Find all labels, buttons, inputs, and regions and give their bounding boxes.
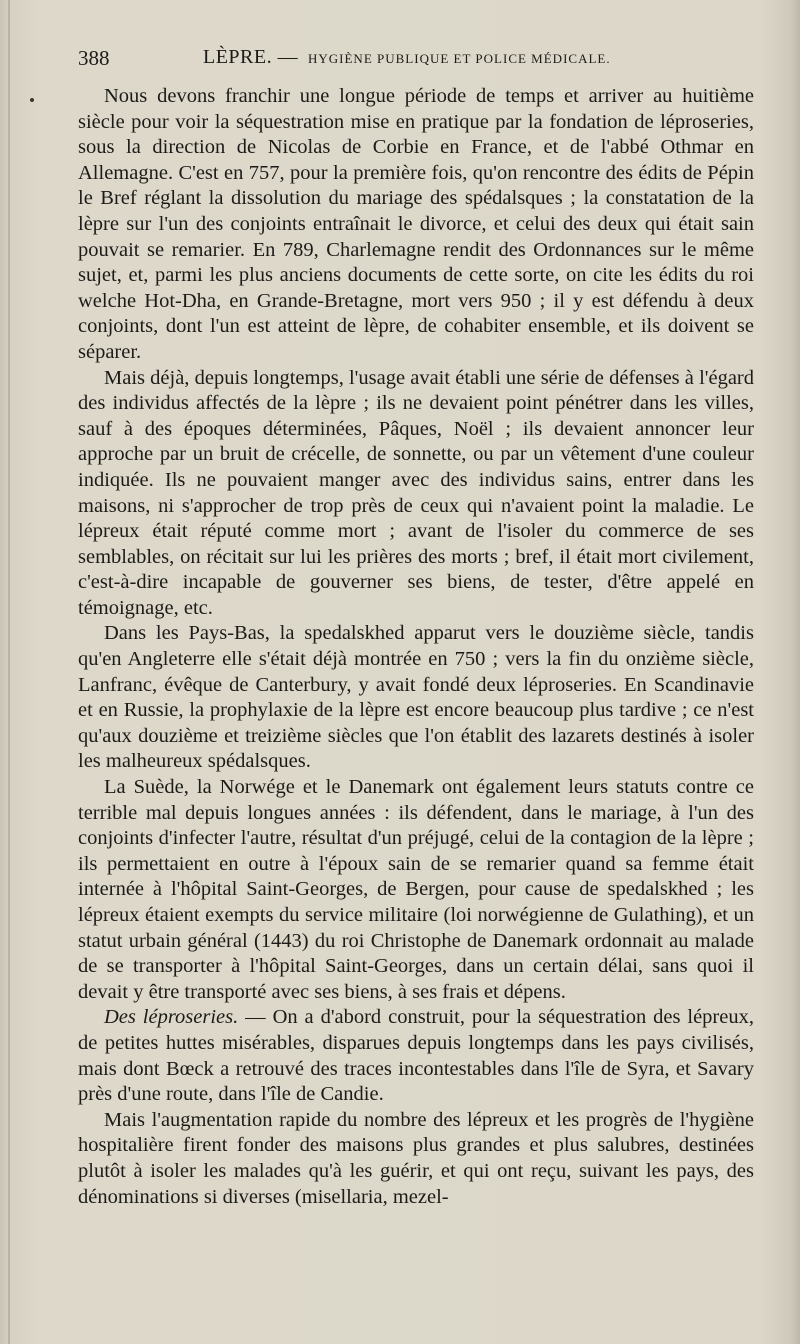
page-spot bbox=[30, 98, 34, 102]
paragraph bbox=[78, 366, 754, 622]
text-body bbox=[78, 84, 754, 1210]
paragraph-text: — On a d'abord construit, pour la séquestration des lépreux, de petites huttes misérables, disparues depuis longtemps dans les pays civilisés, mais dont Bœck a retrouvé des traces incontestables dans l'île de Syra, et Savary près d'une route, dans l'île de Candie. bbox=[78, 1006, 754, 1106]
paragraph-text: Mais déjà, depuis longtemps, l'usage avait établi une série de défenses à l'égard des individus affectés de la lèpre ; ils ne devaient point pénétrer dans les villes, sauf à des époques déterminées, Pâques, Noël ; ils devaient annoncer leur approche par un bruit de crécelle, de sonnette, ou par un vêtement d'une couleur indiquée. Ils ne pouvaient manger avec des individus sains, entrer dans les maisons, ni s'approcher de trop près de ceux qui n'avaient point la maladie. Le lépreux était réputé comme mort ; avant de l'isoler du commerce de ses semblables, on récitait sur lui les prières des morts ; bref, il était mort civilement, c'est-à-dire incapable de gouverner ses biens, de tester, d'être appelé en témoignage, etc. bbox=[78, 366, 754, 619]
running-subtitle: HYGIÈNE PUBLIQUE ET POLICE MÉDICALE. bbox=[308, 51, 611, 66]
gutter-line bbox=[8, 0, 10, 1344]
paragraph bbox=[78, 775, 754, 1005]
paragraph bbox=[78, 84, 754, 366]
paragraph bbox=[78, 1108, 754, 1210]
running-header bbox=[78, 42, 748, 76]
paragraph bbox=[78, 1005, 754, 1107]
paragraph-text: Mais l'augmentation rapide du nombre des lépreux et les progrès de l'hygiène hospitalière firent fonder des maisons plus grandes et plus salubres, destinées plutôt à isoler les malades qu'à les guérir, et qui ont reçu, suivant les pays, des dénominations si diverses (misellaria, mezel- bbox=[78, 1108, 754, 1208]
paragraph bbox=[78, 621, 754, 775]
paragraph-text: Nous devons franchir une longue période de temps et arriver au huitième siècle pour voir la séquestration mise en pratique par la fondation de léproseries, sous la direction de Nicolas de Corbie en France, et de l'abbé Othmar en Allemagne. C'est en 757, pour la première fois, qu'on rencontre des édits de Pépin le Bref réglant la dissolution du mariage des spédalsques ; la constatation de la lèpre sur l'un des conjoints entraînait le divorce, et celui des deux qui était sain pouvait se remarier. En 789, Charlemagne rendit des Ordonnances sur le même sujet, et, parmi les plus anciens documents de cette sorte, on cite les édits du roi welche Hot-Dha, en Grande-Bretagne, mort vers 950 ; il y est défendu à deux conjoints, dont l'un est atteint de lèpre, de cohabiter ensemble, et ils doivent se séparer. bbox=[78, 85, 754, 363]
paragraph-text: Dans les Pays-Bas, la spedalskhed apparut vers le douzième siècle, tandis qu'en Angleterre elle s'était déjà montrée en 750 ; vers la fin du onzième siècle, Lanfranc, évêque de Canterbury, y avait fondé deux léproseries. En Scandinavie et en Russie, la prophylaxie de la lèpre est encore beaucoup plus tardive ; ce n'est qu'aux douzième et treizième siècles que l'on établit des lazarets destinés à isoler les malheureux spédalsques. bbox=[78, 622, 754, 773]
page-number: 388 bbox=[78, 46, 110, 70]
running-title: LÈPRE. — bbox=[203, 46, 299, 68]
paragraph-lead: Des léproseries. bbox=[104, 1006, 239, 1029]
paragraph-text: La Suède, la Norwége et le Danemark ont également leurs statuts contre ce terrible mal depuis longues années : ils défendent, dans le mariage, à l'un des conjoints d'infecter l'autre, résultat d'un préjugé, celui de la contagion de la lèpre ; ils permettaient en outre à l'époux sain de se remarier quand sa femme était internée à l'hôpital Saint-Georges, de Bergen, pour cause de spedalskhed ; les lépreux étaient exempts du service militaire (loi norwégienne de Gulathing), et un statut urbain général (1443) du roi Christophe de Danemark ordonnait au malade de se transporter à l'hôpital Saint-Georges, dans un certain délai, sans quoi il devait y être transporté avec ses biens, à ses frais et dépens. bbox=[78, 776, 754, 1003]
